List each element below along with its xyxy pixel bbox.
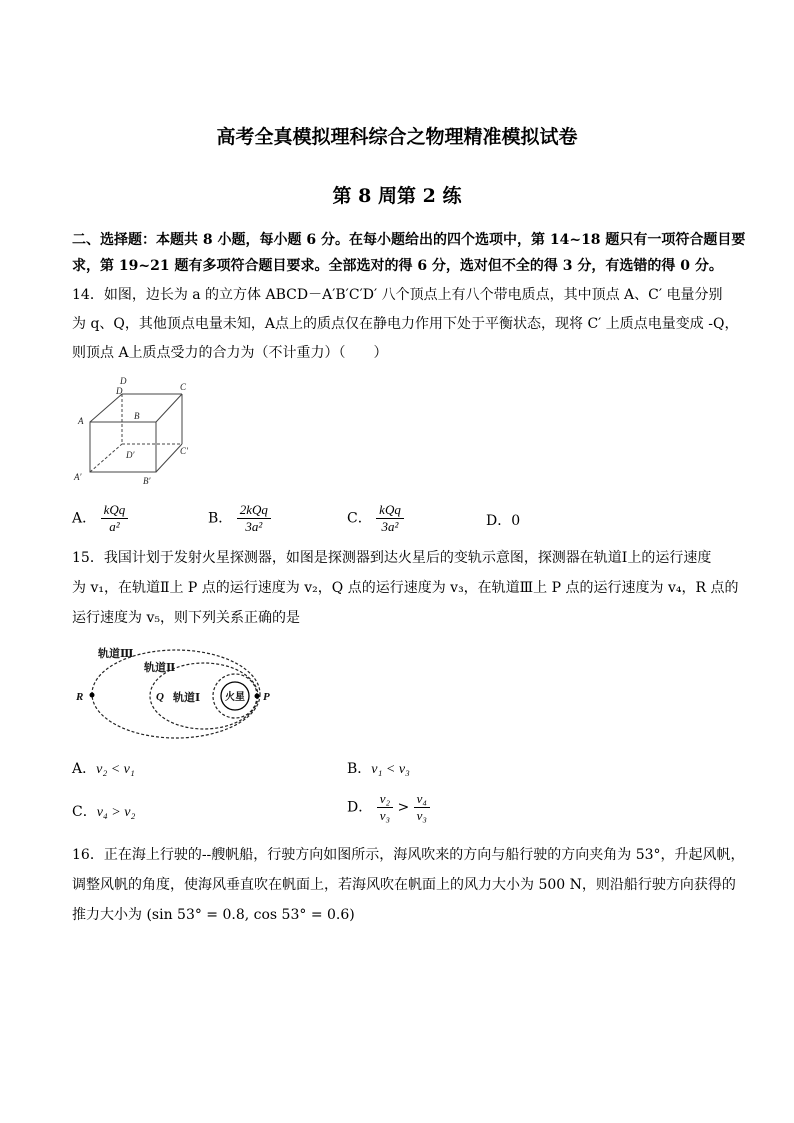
cube-label-c: C xyxy=(180,382,187,392)
cube-label-d-prime: D′ xyxy=(126,450,135,460)
point-r-label: R xyxy=(76,691,84,703)
orbit-3-label: 轨道Ⅲ xyxy=(98,648,134,660)
q14-line-1: 14．如图，边长为 a 的立方体 ABCD－A′B′C′D′ 八个顶点上有八个带电质点，其中顶点 A、C′ 电量分别 xyxy=(72,287,723,303)
q16-line-1: 16．正在海上行驶的--艘帆船，行驶方向如图所示，海风吹来的方向与船行驶的方向夹角为 53°，升起风帆， xyxy=(72,847,745,863)
q15-option-d-fraction-right: $\frac{\text{v₄}}{\text{v₃}}$ xyxy=(414,791,430,824)
q14-line-2: 为 q、Q，其他顶点电量未知，A点上的质点仅在静电力作用下处于平衡状态，现将 C′ 上质点电量变成 -Q， xyxy=(72,316,739,332)
section-instruction-line-2: 求，第 19~21 题有多项符合题目要求。全部选对的得 6 分，选对但不全的得 3 分，有选错的得 0 分。 xyxy=(72,258,723,274)
orbit-1-label: 轨道Ⅰ xyxy=(173,692,201,704)
q14-option-a-fraction: $\frac{\text{kQq}}{\text{a²}}$ xyxy=(101,502,129,535)
q14-option-d[interactable]: D．0 xyxy=(486,513,521,529)
q15-option-d-fraction-left: $\frac{\text{v₂}}{\text{v₃}}$ xyxy=(377,791,393,824)
q15-option-a[interactable]: A．v₂ < v₁ xyxy=(72,761,135,777)
cube-label-c-prime: C′ xyxy=(180,446,188,456)
q15-option-b[interactable]: B．v₁ < v₃ xyxy=(347,761,410,777)
orbit-figure xyxy=(72,642,282,747)
cube-label-b-prime: B′ xyxy=(143,476,151,486)
q16-line-2: 调整风帆的角度，使海风垂直吹在帆面上，若海风吹在帆面上的风力大小为 500 N，则沿船行驶方向获得的 xyxy=(72,877,736,893)
page-subtitle: 第 8 周第 2 练 xyxy=(332,185,462,207)
section-instruction-line-1: 二、选择题：本题共 8 小题，每小题 6 分。在每小题给出的四个选项中，第 14~18 题只有一项符合题目要 xyxy=(72,232,746,248)
q15-option-d[interactable]: D． $\frac{\text{v₂}}{\text{v₃}}$ > $\frac{\text{v₄}}{\text{v₃}}$ xyxy=(347,791,430,824)
orbit-2-label: 轨道Ⅱ xyxy=(144,662,176,674)
cube-front-face xyxy=(90,422,156,472)
point-p-label: P xyxy=(263,691,270,703)
q14-option-a[interactable]: A． $\frac{\text{kQq}}{\text{a²}}$ xyxy=(72,502,128,535)
page-title: 高考全真模拟理科综合之物理精准模拟试卷 xyxy=(216,126,578,148)
q14-option-c-fraction: $\frac{\text{kQq}}{\text{3a²}}$ xyxy=(376,502,404,535)
mars-label: 火星 xyxy=(225,692,245,703)
q14-option-b[interactable]: B． $\frac{\text{2kQq}}{\text{3a²}}$ xyxy=(208,502,271,535)
cube-label-b: B xyxy=(134,411,140,421)
cube-label-a: A xyxy=(78,416,84,426)
cube-label-d-top: D xyxy=(120,376,127,386)
cube-label-a-prime: A′ xyxy=(74,472,82,482)
q15-line-2: 为 v₁，在轨道Ⅱ上 P 点的运行速度为 v₂，Q 点的运行速度为 v₃，在轨道Ⅲ上 P 点的运行速度为 v₄，R 点的 xyxy=(72,580,739,596)
q16-line-3: 推力大小为 (sin 53° = 0.8, cos 53° = 0.6) xyxy=(72,907,355,923)
cube-label-d: D xyxy=(116,386,123,396)
point-p-dot xyxy=(255,694,260,699)
q15-line-3: 运行速度为 v₅，则下列关系正确的是 xyxy=(72,610,300,626)
q14-option-b-fraction: $\frac{\text{2kQq}}{\text{3a²}}$ xyxy=(237,502,271,535)
q14-option-c[interactable]: C． $\frac{\text{kQq}}{\text{3a²}}$ xyxy=(347,502,404,535)
q14-line-3: 则顶点 A上质点受力的合力为（不计重力）（ ） xyxy=(72,345,388,361)
point-q-label: Q xyxy=(156,691,164,703)
q15-option-c[interactable]: C．v₄ > v₂ xyxy=(72,804,136,820)
point-r-dot xyxy=(90,693,95,698)
q15-line-1: 15．我国计划于发射火星探测器，如图是探测器到达火星后的变轨示意图，探测器在轨道Ⅰ上的运行速度 xyxy=(72,550,712,566)
cube-figure xyxy=(70,372,200,492)
